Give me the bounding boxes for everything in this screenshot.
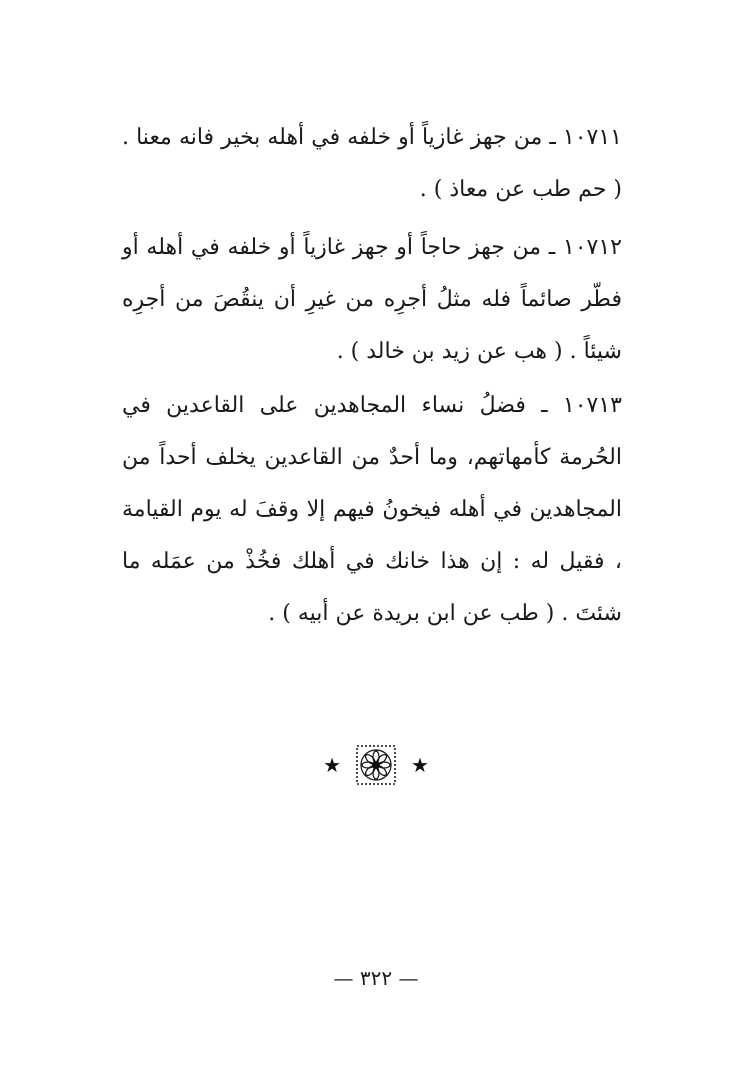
hadith-entry-10711: ١٠٧١١ ـ من جهز غازياً أو خلفه في أهله بخير فانه معنا . ( حم طب عن معاذ ) . [122,125,622,202]
star-icon: ★ [411,753,429,777]
page-number: — ٣٢٢ — [333,966,419,990]
section-ornament [0,740,752,790]
rosette-icon [355,744,397,786]
hadith-entry-10713: ١٠٧١٣ ـ فضلُ نساء المجاهدين على القاعدين في الحُرمة كأمهاتهم، وما أحدٌ من القاعدين يخلف أحداً من المجاهدين في أهله فيخونُ فيهم إلا وقفَ له يوم القيامة ، فقيل له : إن هذا خانك في أهلك فخُذْ من عمَله ما شئتَ . ( طب عن ابن بريدة عن أبيه ) . [122,393,622,626]
hadith-entry-10712: ١٠٧١٢ ـ من جهز حاجاً أو جهز غازياً أو خلفه في أهله أو فطّر صائماً فله مثلُ أجرِه من غيرِ أن ينقُصَ من أجرِه شيئاً . ( هب عن زيد بن خالد ) . [122,235,622,364]
star-icon: ★ [323,753,341,777]
